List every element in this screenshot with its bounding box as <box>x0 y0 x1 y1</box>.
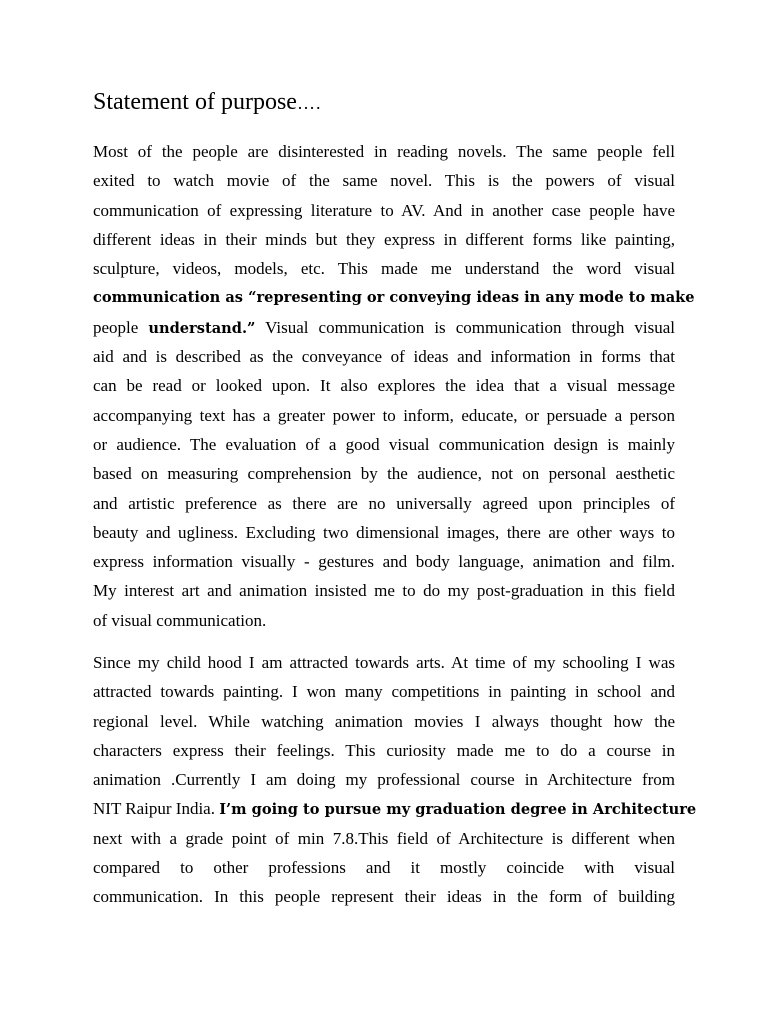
paragraph-line: compared to other professions and it mostly coincide with visual <box>93 858 675 878</box>
paragraph-line: attracted towards painting. I won many competitions in painting in school and <box>93 682 675 702</box>
paragraph-1 <box>93 137 695 635</box>
line-segment: Visual communication is communication through visual <box>255 317 675 337</box>
paragraph-line: communication of expressing literature to AV. And in another case people have <box>93 200 675 220</box>
paragraph-line: different ideas in their minds but they express in different forms like painting, <box>93 229 675 249</box>
paragraph-line: aid and is described as the conveyance of ideas and information in forms that <box>93 347 675 367</box>
paragraph-line: and artistic preference as there are no universally agreed upon principles of <box>93 493 675 513</box>
paragraph-line: based on measuring comprehension by the audience, not on personal aesthetic <box>93 464 675 484</box>
paragraph-line: My interest art and animation insisted me to do my post-graduation in this field <box>93 581 675 601</box>
paragraph-line: Since my child hood I am attracted towards arts. At time of my schooling I was <box>93 653 675 672</box>
paragraph-line: of visual communication. <box>93 610 267 630</box>
emphasized-line: communication as “representing or conveying ideas in any mode to make <box>93 289 695 307</box>
title-text: Statement of purpose <box>93 89 297 115</box>
paragraph-line: accompanying text has a greater power to inform, educate, or persuade a person <box>93 405 675 425</box>
paragraph-line: communication. In this people represent their ideas in the form of building <box>93 887 675 907</box>
paragraph-line: or audience. The evaluation of a good visual communication design is mainly <box>93 434 675 454</box>
paragraph-line: characters express their feelings. This curiosity made me to do a course in <box>93 740 675 760</box>
emphasized-segment: understand.” <box>148 319 256 337</box>
paragraph-line: express information visually - gestures and body language, animation and film. <box>93 552 675 572</box>
paragraph-line: next with a grade point of min 7.8.This field of Architecture is different when <box>93 828 675 848</box>
paragraph-line: sculpture, videos, models, etc. This made me understand the word visual <box>93 259 675 279</box>
paragraph-line <box>93 794 697 823</box>
paragraph-line <box>93 313 675 342</box>
paragraph-line: exited to watch movie of the same novel. This is the powers of visual <box>93 171 675 191</box>
paragraph-2 <box>93 648 697 912</box>
paragraph-line: regional level. While watching animation movies I always thought how the <box>93 711 675 731</box>
line-segment: NIT Raipur India. <box>93 799 220 819</box>
page-title <box>93 86 321 119</box>
line-segment: people <box>93 317 149 337</box>
paragraph-line: beauty and ugliness. Excluding two dimensional images, there are other ways to <box>93 522 675 542</box>
emphasized-segment: I’m going to pursue my graduation degree in Architecture <box>219 801 697 819</box>
paragraph-line: can be read or looked upon. It also explores the idea that a visual message <box>93 376 675 396</box>
title-ellipsis: …. <box>296 93 322 113</box>
paragraph-line: Most of the people are disinterested in reading novels. The same people fell <box>93 142 675 161</box>
paragraph-line: animation .Currently I am doing my professional course in Architecture from <box>93 770 675 790</box>
